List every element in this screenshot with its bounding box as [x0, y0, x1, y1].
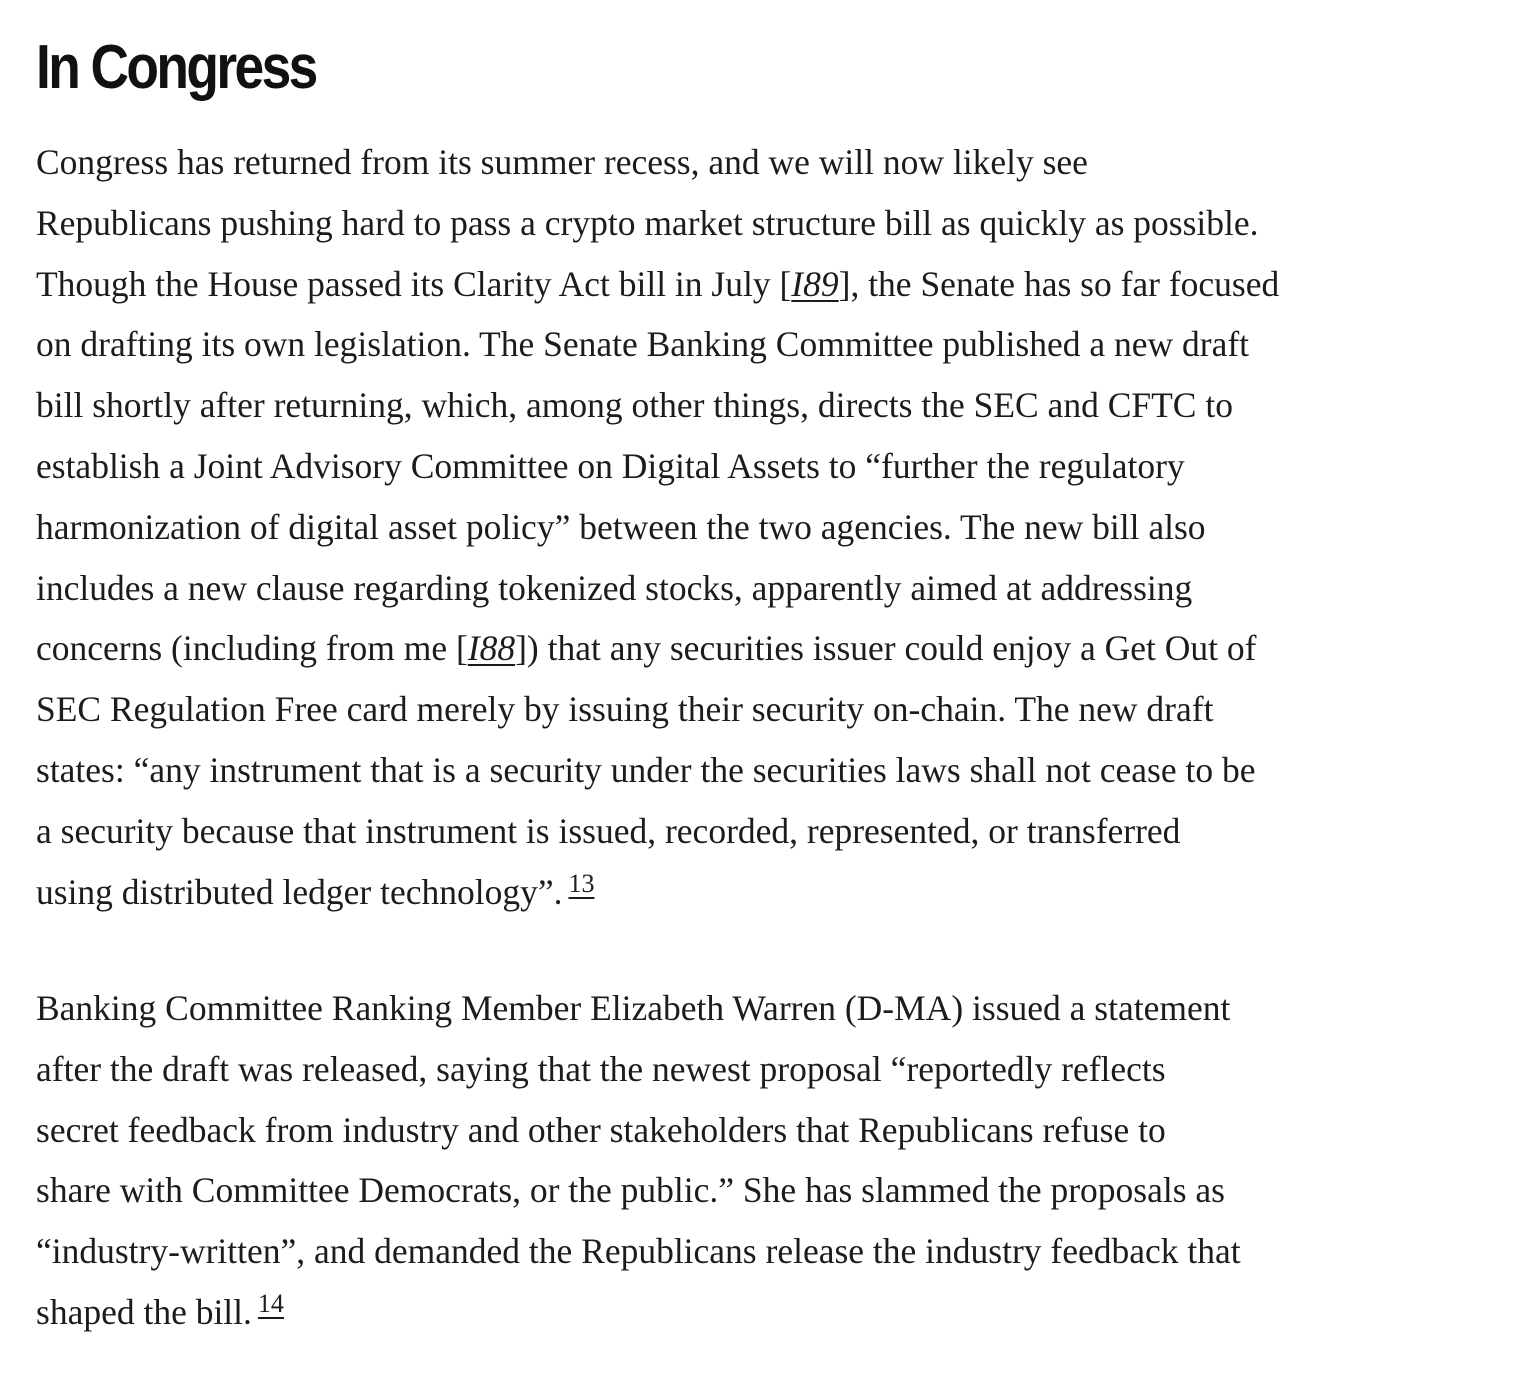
text-segment: concerns (including from me [	[36, 628, 468, 669]
paragraph-2	[36, 978, 1486, 1343]
text-segment: using distributed ledger technology”.	[36, 871, 563, 912]
text-line: on drafting its own legislation. The Senate Banking Committee published a new draft	[36, 324, 1250, 365]
text-line: harmonization of digital asset policy” between the two agencies. The new bill also	[36, 506, 1206, 547]
text-line	[36, 1282, 1486, 1343]
text-line: after the draft was released, saying that the newest proposal “reportedly reflects	[36, 1048, 1166, 1089]
footnote-link-13[interactable]: 13	[568, 868, 595, 898]
text-line: Banking Committee Ranking Member Elizabeth Warren (D-MA) issued a statement	[36, 988, 1231, 1028]
text-line: establish a Joint Advisory Committee on Digital Assets to “further the regulatory	[36, 445, 1185, 486]
paragraph-1	[36, 132, 1486, 922]
section-heading: In Congress	[36, 33, 316, 102]
text-line	[36, 618, 1486, 679]
text-line: share with Committee Democrats, or the public.” She has slammed the proposals as	[36, 1170, 1225, 1211]
text-segment: Though the House passed its Clarity Act bill in July [	[36, 263, 792, 304]
text-segment: shaped the bill.	[36, 1291, 252, 1332]
text-line: Congress has returned from its summer recess, and we will now likely see	[36, 142, 1088, 182]
text-line: includes a new clause regarding tokenized stocks, apparently aimed at addressing	[36, 567, 1193, 608]
text-line	[36, 254, 1486, 315]
text-line: secret feedback from industry and other stakeholders that Republicans refuse to	[36, 1109, 1166, 1150]
text-segment: ]) that any securities issuer could enjoy a Get Out of	[515, 628, 1257, 669]
text-line: Republicans pushing hard to pass a crypto market structure bill as quickly as possible.	[36, 202, 1259, 243]
text-line: “industry-written”, and demanded the Republicans release the industry feedback that	[36, 1231, 1241, 1272]
text-line: a security because that instrument is issued, recorded, represented, or transferred	[36, 810, 1181, 851]
text-line: states: “any instrument that is a security under the securities laws shall not cease to be	[36, 749, 1256, 790]
text-line	[36, 862, 1486, 923]
text-line: SEC Regulation Free card merely by issuing their security on-chain. The new draft	[36, 689, 1214, 730]
text-segment: ], the Senate has so far focused	[838, 263, 1280, 304]
text-line: bill shortly after returning, which, among other things, directs the SEC and CFTC to	[36, 385, 1233, 426]
footnote-link-14[interactable]: 14	[257, 1288, 284, 1318]
citation-link-i89[interactable]: I89	[791, 263, 839, 304]
citation-link-i88[interactable]: I88	[467, 628, 516, 669]
